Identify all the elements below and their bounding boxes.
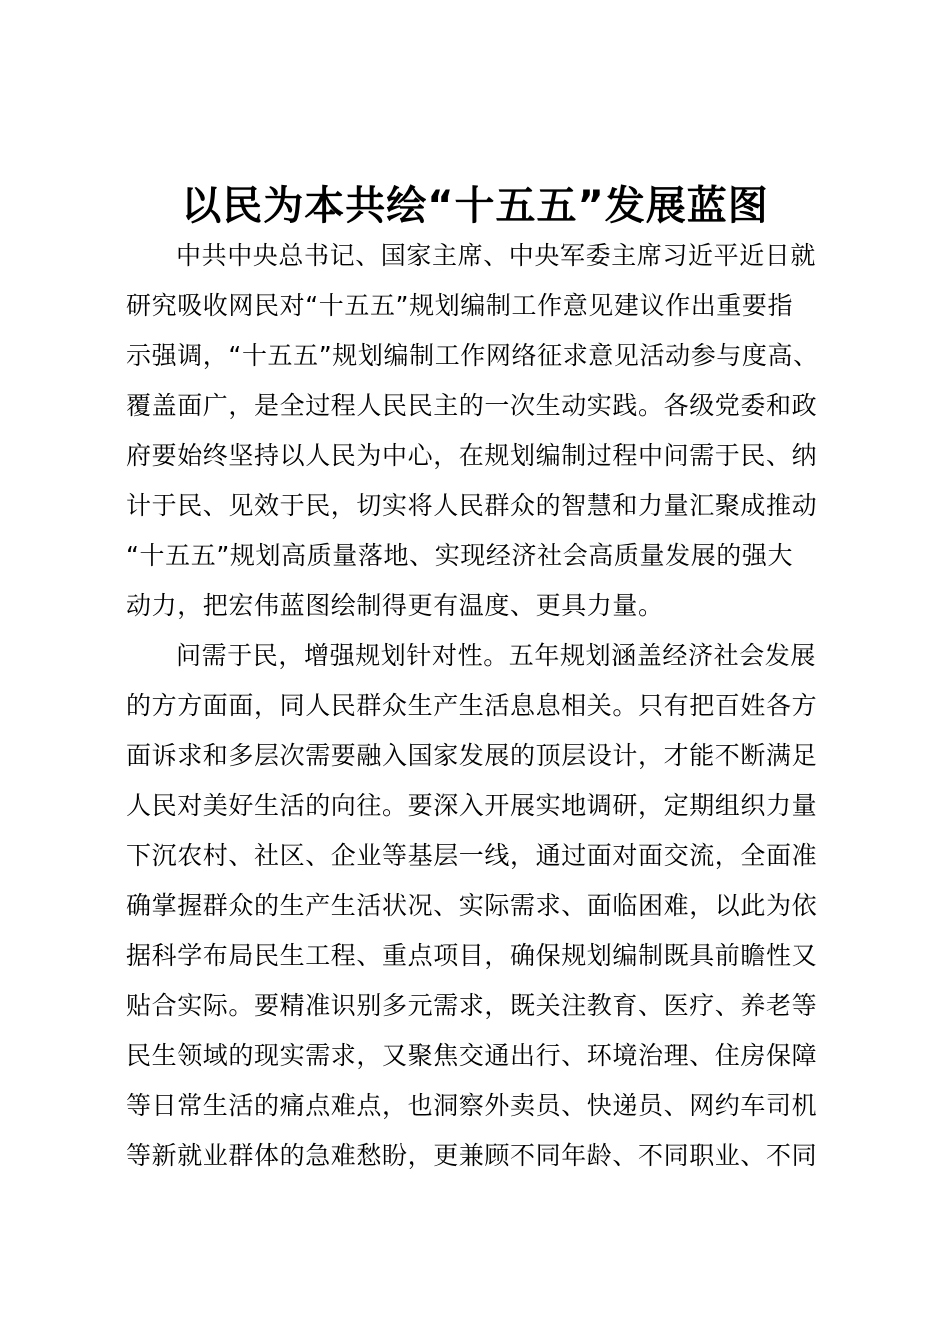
paragraph-line: 确掌握群众的生产生活状况、实际需求、面临困难，以此为依 xyxy=(126,891,818,920)
paragraph-line: 动力，把宏伟蓝图绘制得更有温度、更具力量。 xyxy=(126,591,664,620)
paragraph-line: 覆盖面广，是全过程人民民主的一次生动实践。各级党委和政 xyxy=(126,391,818,420)
paragraph-line: 示强调，“十五五”规划编制工作网络征求意见活动参与度高、 xyxy=(126,341,819,370)
paragraph-line: 研究吸收网民对“十五五”规划编制工作意见建议作出重要指 xyxy=(126,291,794,320)
paragraph-line: 计于民、见效于民，切实将人民群众的智慧和力量汇聚成推动 xyxy=(126,491,818,520)
paragraph-line: 民生领域的现实需求，又聚焦交通出行、环境治理、住房保障 xyxy=(126,1041,818,1070)
paragraph-2 xyxy=(126,631,836,1181)
paragraph-line: 的方方面面，同人民群众生产生活息息相关。只有把百姓各方 xyxy=(126,691,818,720)
paragraph-line: 等新就业群体的急难愁盼，更兼顾不同年龄、不同职业、不同 xyxy=(126,1141,818,1170)
paragraph-1 xyxy=(126,231,836,631)
paragraph-line: 贴合实际。要精准识别多元需求，既关注教育、医疗、养老等 xyxy=(126,991,818,1020)
paragraph-line: 等日常生活的痛点难点，也洞察外卖员、快递员、网约车司机 xyxy=(126,1091,818,1120)
paragraph-line: 据科学布局民生工程、重点项目，确保规划编制既具前瞻性又 xyxy=(126,941,818,970)
paragraph-line: 人民对美好生活的向往。要深入开展实地调研，定期组织力量 xyxy=(126,791,818,820)
paragraph-line: 中共中央总书记、国家主席、中央军委主席习近平近日就 xyxy=(176,241,817,270)
paragraph-line: 面诉求和多层次需要融入国家发展的顶层设计，才能不断满足 xyxy=(126,741,818,770)
paragraph-line: 府要始终坚持以人民为中心，在规划编制过程中问需于民、纳 xyxy=(126,441,818,470)
paragraph-line: 问需于民，增强规划针对性。五年规划涵盖经济社会发展 xyxy=(176,641,817,670)
paragraph-line: 下沉农村、社区、企业等基层一线，通过面对面交流，全面准 xyxy=(126,841,818,870)
paragraph-line: “十五五”规划高质量落地、实现经济社会高质量发展的强大 xyxy=(126,541,794,570)
document-title: 以民为本共绘“十五五”发展蓝图 xyxy=(181,183,769,229)
document-body xyxy=(126,231,836,1181)
